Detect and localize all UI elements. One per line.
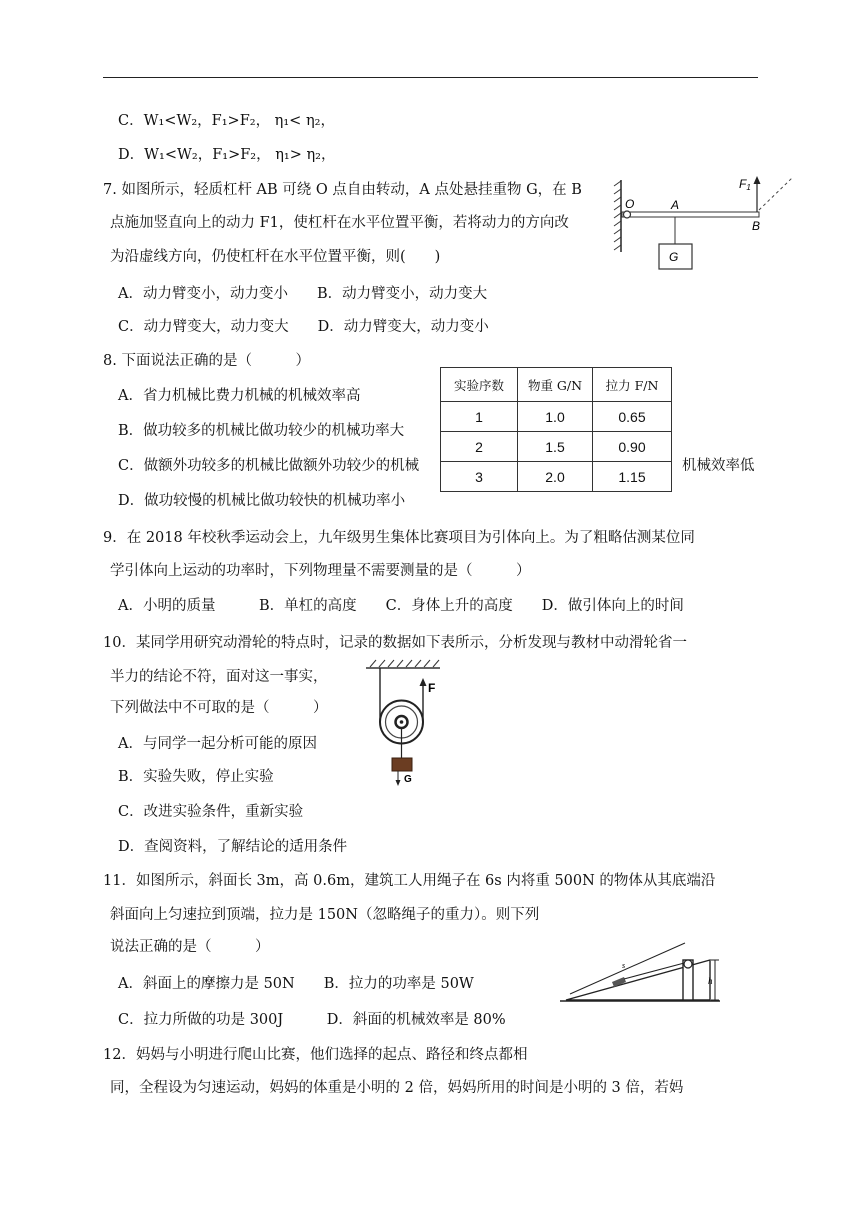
label-b: B	[752, 219, 761, 233]
label-f1-main: F	[739, 177, 747, 191]
table-cell: 1.0	[518, 402, 593, 432]
label-f1-sub: 1	[746, 183, 751, 192]
q10-stem-line3: 下列做法中不可取的是（ ）	[110, 700, 328, 716]
table-cell: 3	[441, 462, 518, 492]
q10-option-c: C．改进实验条件，重新实验	[118, 804, 304, 820]
q12-stem-line1: 12．妈妈与小明进行爬山比赛，他们选择的起点、路径和终点都相	[103, 1047, 528, 1063]
q8-option-c: C．做额外功较多的机械比做额外功较少的机械	[118, 458, 420, 474]
q11-options-cd: C．拉力所做的功是 300J D．斜面的机械效率是 80%	[118, 1012, 506, 1028]
label-o: O	[625, 197, 635, 211]
pulley-data-table	[440, 367, 672, 492]
label-g: G	[669, 250, 679, 264]
q8-option-b: B．做功较多的机械比做功较少的机械功率大	[118, 423, 405, 439]
table-row	[441, 432, 672, 462]
ceiling-hatch	[366, 660, 440, 668]
label-a: A	[671, 198, 680, 212]
q7-options-ab: A．动力臂变小，动力变小 B．动力臂变小，动力变大	[118, 286, 488, 302]
table-cell: 2.0	[518, 462, 593, 492]
q8-option-c-tail: 机械效率低	[682, 458, 755, 474]
q6-option-c: C．W₁<W₂，F₁>F₂， η₁< η₂，	[118, 113, 335, 129]
q11-stem-line2: 斜面向上匀速拉到顶端，拉力是 150N（忽略绳子的重力）。则下列	[110, 907, 540, 923]
pull-arrowhead	[420, 678, 427, 686]
pulley-top	[684, 960, 692, 968]
q12-stem-line2: 同，全程设为匀速运动，妈妈的体重是小明的 2 倍，妈妈所用的时间是小明的 3 倍，若妈	[110, 1080, 684, 1096]
q8-option-a: A．省力机械比费力机械的机械效率高	[118, 388, 361, 404]
table-cell: 2	[441, 432, 518, 462]
table-row	[441, 402, 672, 432]
table-cell: 0.90	[593, 432, 672, 462]
pulley-center	[400, 720, 404, 724]
q8-stem: 8. 下面说法正确的是（ ）	[103, 353, 310, 369]
q7-options-cd: C．动力臂变大，动力变大 D．动力臂变大，动力变小	[118, 319, 489, 335]
q11-options-ab: A．斜面上的摩擦力是 50N B．拉力的功率是 50W	[118, 976, 474, 992]
label-g: G	[404, 774, 412, 785]
incline-figure	[560, 938, 725, 1008]
q10-option-b: B．实验失败，停止实验	[118, 769, 274, 785]
q7-stem-line3: 为沿虚线方向，仍使杠杆在水平位置平衡，则( )	[110, 249, 441, 265]
table-cell: 1	[441, 402, 518, 432]
table-cell: 1.15	[593, 462, 672, 492]
table-cell: 1.5	[518, 432, 593, 462]
force-arrowhead	[754, 176, 761, 184]
q7-stem-line2: 点施加竖直向上的动力 F1，使杠杆在水平位置平衡，若将动力的方向改	[110, 215, 569, 231]
q10-option-d: D．查阅资料，了解结论的适用条件	[118, 839, 348, 855]
q8-option-d: D．做功较慢的机械比做功较快的机械功率小	[118, 493, 406, 509]
weight-block	[392, 758, 412, 771]
lever-bar	[622, 211, 759, 218]
gravity-arrowhead	[396, 780, 401, 786]
q9-stem-line1: 9．在 2018 年校秋季运动会上，九年级男生集体比赛项目为引体向上。为了粗略估测某位同	[103, 530, 695, 546]
q9-options: A．小明的质量 B．单杠的高度 C．身体上升的高度 D．做引体向上的时间	[118, 598, 684, 614]
label-h: h	[708, 976, 713, 986]
table-header-row	[441, 368, 672, 402]
lever-figure	[612, 172, 827, 277]
q11-stem-line3: 说法正确的是（ ）	[110, 939, 270, 955]
pulley-figure	[362, 658, 452, 788]
header-rule	[103, 77, 758, 78]
q6-option-d: D．W₁<W₂，F₁>F₂， η₁> η₂，	[118, 147, 336, 163]
table-row	[441, 462, 672, 492]
q10-stem-line1: 10．某同学用研究动滑轮的特点时，记录的数据如下表所示，分析发现与教材中动滑轮省一	[103, 635, 687, 651]
table-header-cell: 实验序数	[441, 368, 518, 402]
table-header-cell: 物重 G/N	[518, 368, 593, 402]
q9-stem-line2: 学引体向上运动的功率时，下列物理量不需要测量的是（ ）	[110, 563, 531, 579]
label-f1	[739, 177, 751, 192]
q11-stem-line1: 11．如图所示，斜面长 3m，高 0.6m，建筑工人用绳子在 6s 内将重 500N 的物体从其底端沿	[103, 873, 716, 889]
dashed-direction-line	[759, 178, 792, 210]
label-s: s	[622, 961, 626, 970]
table-cell: 0.65	[593, 402, 672, 432]
label-f: F	[428, 681, 436, 695]
q10-stem-line2: 半力的结论不符，面对这一事实，	[110, 669, 328, 685]
wall-hatch	[614, 180, 621, 252]
q10-option-a: A．与同学一起分析可能的原因	[118, 736, 317, 752]
q7-stem-line1: 7. 如图所示，轻质杠杆 AB 可绕 O 点自由转动，A 点处悬挂重物 G，在 B	[103, 182, 582, 198]
table-header-cell: 拉力 F/N	[593, 368, 672, 402]
